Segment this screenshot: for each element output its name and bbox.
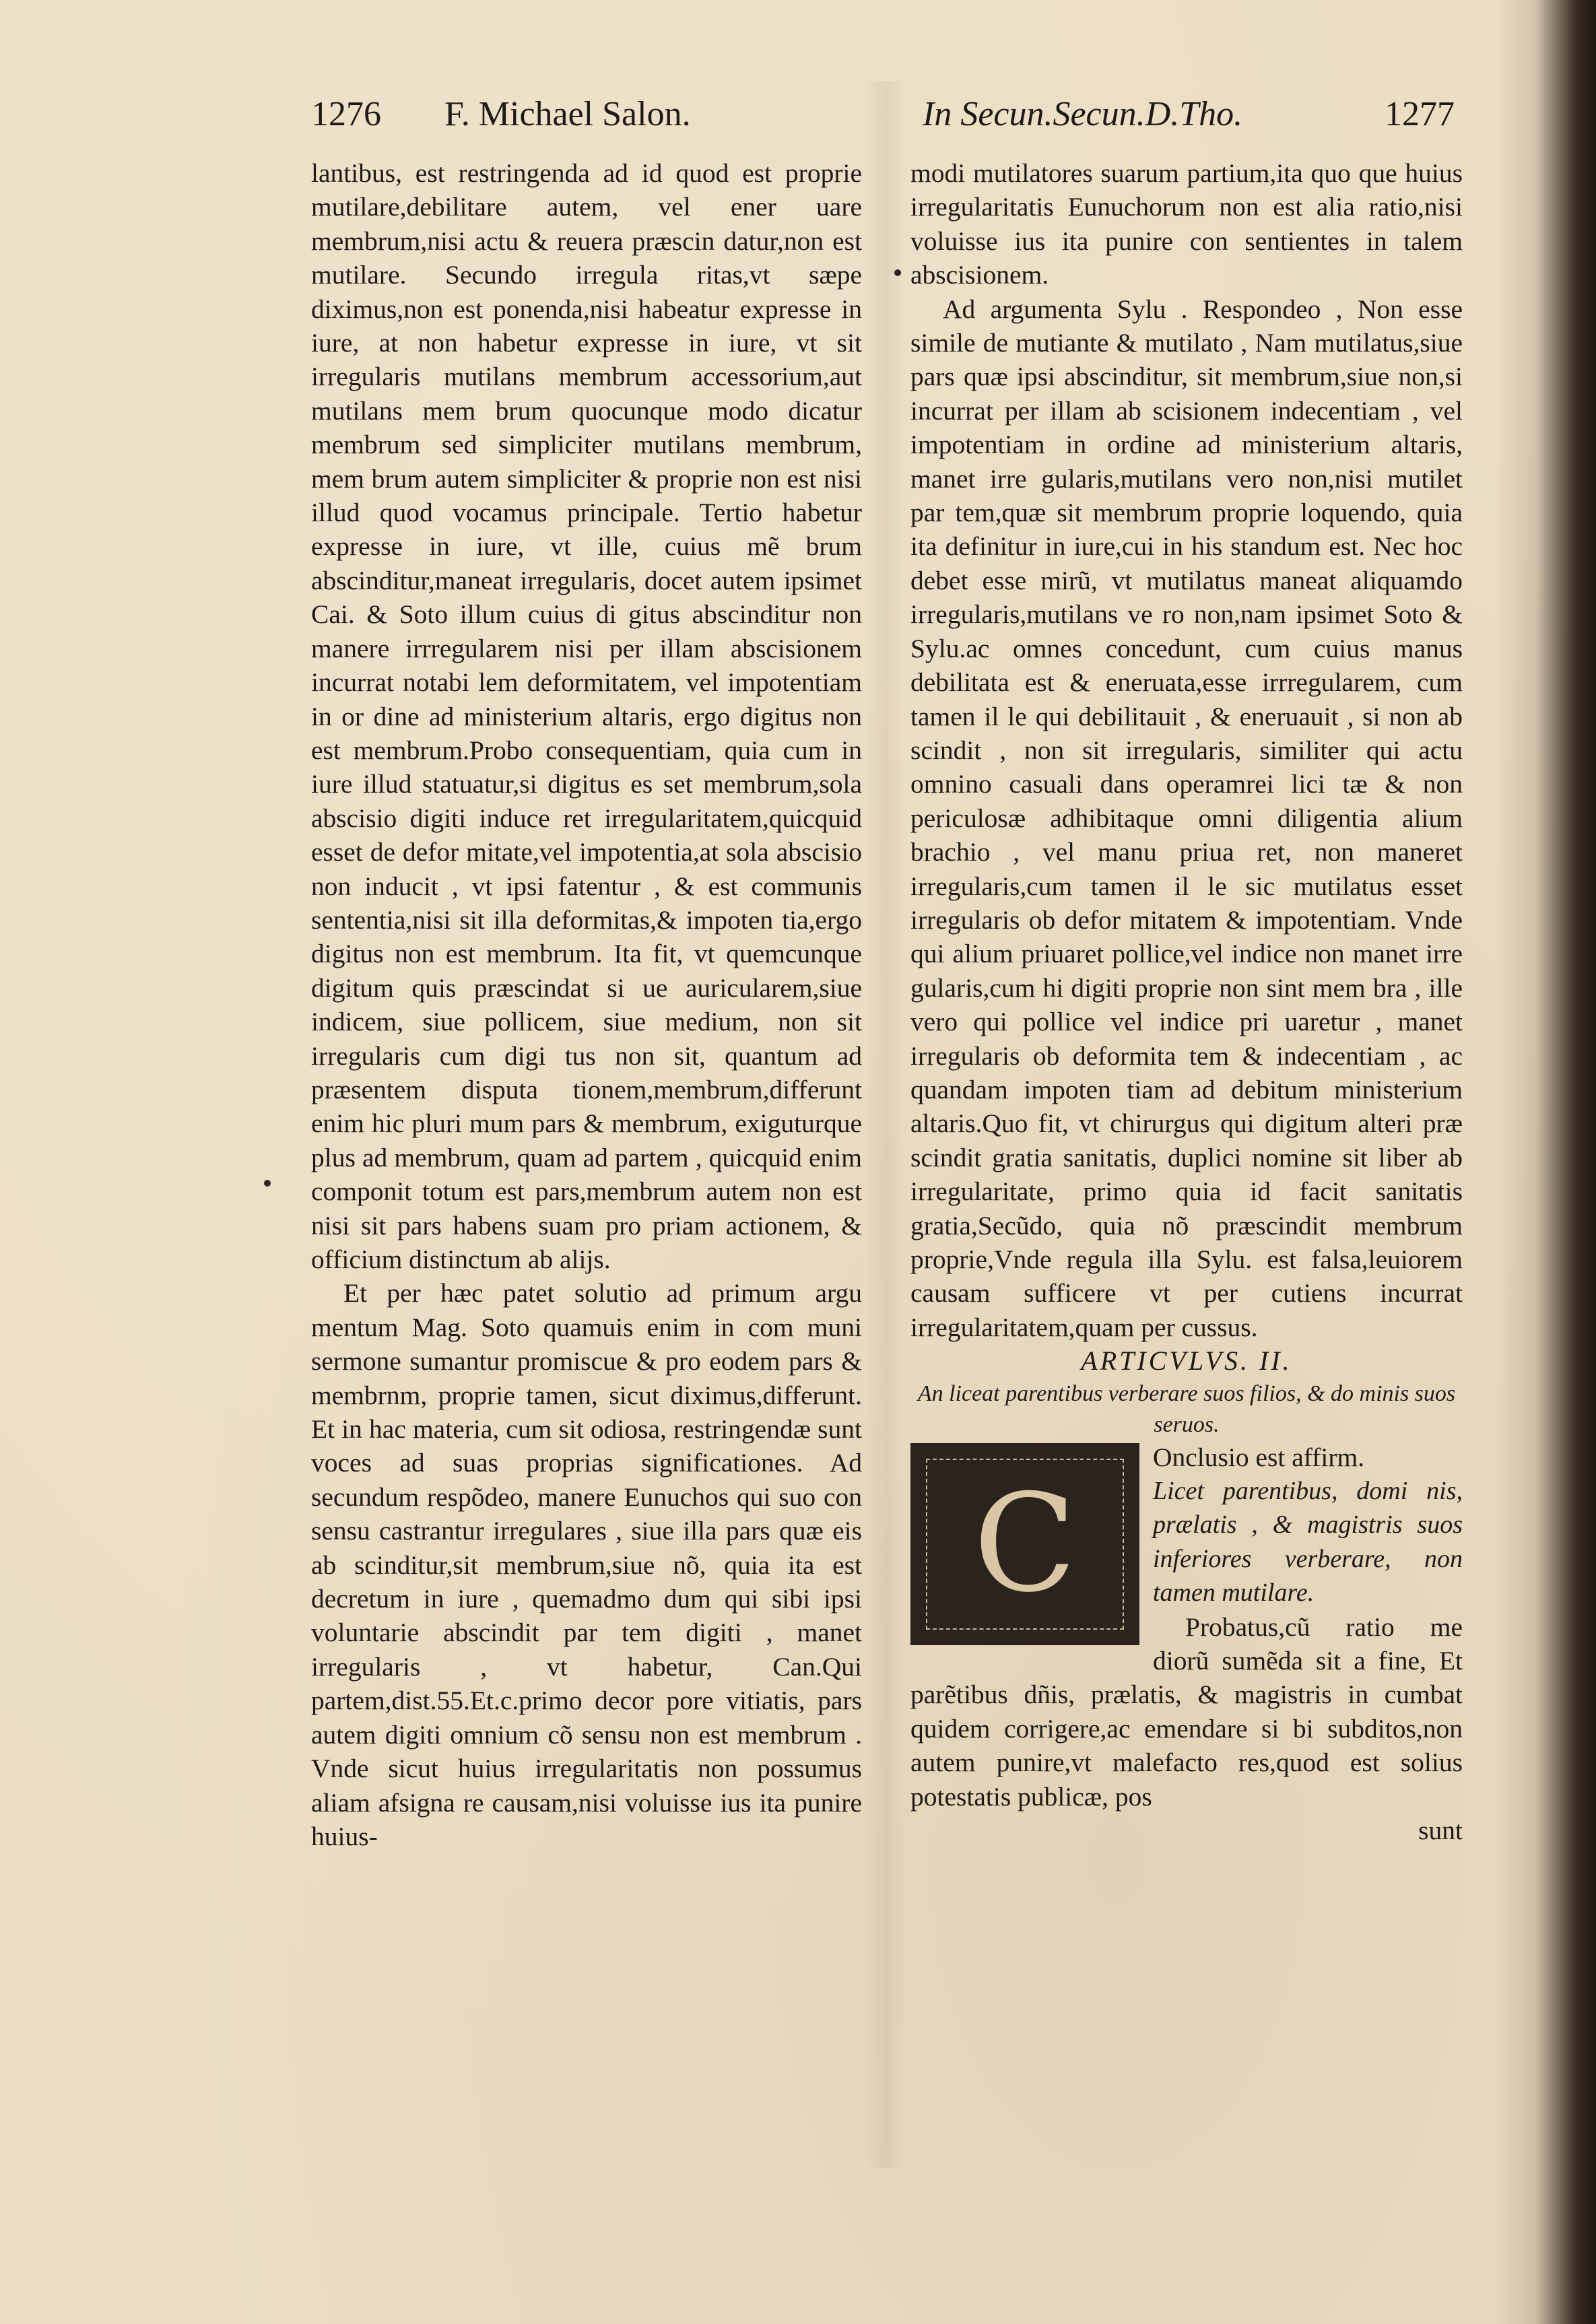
left-paragraph-1: lantibus, est restringenda ad id quod est proprie mutilare,debilitare autem, vel ener uare membrum,nisi actu & reuera præscin datur,non est mutilare. Secundo irregula ritas,vt sæpe diximus,non est ponenda,nisi habeatur expresse in iure, at non habetur expresse in iure, vt sit irregularis mutilans membrum accessorium,aut mutilans mem brum quocunque modo dicatur membrum sed simpliciter mutilans membrum, mem brum autem simpliciter & proprie non est nisi illud quod vocamus principale. Tertio habetur expresse in iure, vt ille, cuius mẽ brum abscinditur,maneat irregularis, docet autem ipsimet Cai. & Soto illum cuius di gitus abscinditur non manere irrregularem nisi per illam abscisionem incurrat notabi lem deformitatem, vel impotentiam in or dine ad ministerium altaris, ergo digitus non est membrum.Probo consequentiam, quia cum in iure illud statuatur,si digitus es set membrum,sola abscisio digiti induce ret irregularitatem,quicquid esset de defor mitate,vel impotentia,at sola abscisio non inducit , vt ipsi fatentur , & est communis sententia,nisi sit illa deformitas,& impoten tia,ergo digitus non est membrum. Ita fit, vt quemcunque digitum quis præscindat si ue auricularem,siue indicem, siue pollicem, siue medium, non sit irregularis cum digi tus non sit, quantum ad præsentem disputa tionem,membrum,differunt enim hic pluri mum pars & membrum, exiguturque plus ad membrum, quam ad partem , quicquid enim componit totum est pars,membrum autem non est nisi sit pars habens suam pro priam actionem, & officium distinctum ab alijs.: [311, 158, 862, 1274]
page-number-left: 1276: [311, 95, 381, 133]
page-edge-shadow: [1495, 0, 1596, 2324]
margin-dot: [264, 1180, 271, 1187]
margin-dot: [894, 269, 901, 276]
conclusio-head: Onclusio est affirm.: [1153, 1442, 1365, 1472]
page-number-right: 1277: [1385, 95, 1455, 133]
left-paragraph-2: Et per hæc patet solutio ad primum argu mentum Mag. Soto quamuis enim in com muni sermone sumantur promiscue & pro eodem pars & membrnm, proprie tamen, sicut diximus,differunt. Et in hac materia, cum sit odiosa, restringendæ sunt voces ad suas proprias significationes. Ad secundum respõdeo, manere Eunuchos qui suo con sensu castrantur irregulares , siue illa pars quæ eis ab scinditur,sit membrum,siue nõ, quia ita est decretum in iure , quemadmo dum qui sibi ipsi voluntarie abscindit par tem digiti , manet irregularis , vt habetur, Can.Qui partem,dist.55.Et.c.primo decor pore vitiatis, pars autem digiti omnium cõ sensu non est membrum . Vnde sicut huius irregularitatis non possumus aliam afsigna re causam,nisi voluisse ius ita punire huius-: [311, 1278, 862, 1851]
initial-letter: C: [926, 1459, 1124, 1630]
running-head-work: In Secun.Secun.D.Tho.: [923, 95, 1243, 133]
decorated-initial-icon: [910, 1443, 1139, 1645]
right-paragraph-1: modi mutilatores suarum partium,ita quo que huius irregularitatis Eunuchorum non est alia ratio,nisi voluisse ius ita punire con sentientes in talem abscisionem.: [910, 158, 1463, 290]
left-column: [311, 156, 862, 1853]
article-heading: ARTICVLVS. II.: [1081, 1346, 1292, 1376]
conclusio-text: Licet parentibus, domi nis, prælatis , & magistris suos inferiores verberare, non tamen mutilare.: [1153, 1477, 1463, 1607]
right-paragraph-2: Ad argumenta Sylu . Respondeo , Non esse simile de mutiante & mutilato , Nam mutilatus,siue pars quæ ipsi abscinditur, sit membrum,siue non,si incurrat per illam ab scisionem indecentiam , vel impotentiam in ordine ad ministerium altaris, manet irre gularis,mutilans vero non,nisi mutilet par tem,quæ sit membrum proprie loquendo, quia ita definitur in iure,cui in his standum est. Nec hoc debet esse mirũ, vt mutilatus maneat aliquamdo irregularis,mutilans ve ro non,nam ipsimet Soto & Sylu.ac omnes concedunt, cum cuius manus debilitata est & eneruata,esse irrregularem, cum tamen il le qui debilitauit , & eneruauit , si non ab scindit , non sit irregularis, similiter qui actu omnino casuali dans operamrei lici tæ & non periculosæ adhibitaque omni diligentia alium brachio , vel manu priua ret, non maneret irregularis,cum tamen il le sic mutilatus esset irregularis ob defor mitatem & impotentiam. Vnde qui alium priuaret pollice,vel indice non manet irre gularis,cum hi digiti proprie non sint mem bra , ille vero qui pollice vel indice pri uaretur , manet irregularis ob deformita tem & indecentiam , ac quandam impoten tiam ad debitum ministerium altaris.Quo fit, vt chirurgus qui digitum alteri præ scindit gratia sanitatis, duplici nomine sit liber ab irregularitate, primo quia id facit sanitatis gratia,Secũdo, quia nõ præscindit membrum proprie,Vnde regula illa Sylu. est falsa,leuiorem causam sufficere vt per cutiens incurrat irregularitatem,quam per cussus.: [910, 294, 1463, 1342]
article-question: An liceat parentibus verberare suos filios, & do minis suos seruos.: [917, 1381, 1456, 1437]
catchword: sunt: [1418, 1816, 1463, 1846]
running-head-author: F. Michael Salon.: [444, 95, 691, 133]
right-column: [910, 156, 1463, 1848]
page-gutter: [865, 81, 906, 2168]
right-paragraph-3: Probatus,cũ ratio me diorũ sumẽda sit a fine, Et parẽtibus dñis, prælatis, & magistris in cumbat quidem corrigere,ac emendare si bi subditos,non autem punire,vt malefacto res,quod est solius potestatis publicæ, pos: [910, 1612, 1463, 1812]
